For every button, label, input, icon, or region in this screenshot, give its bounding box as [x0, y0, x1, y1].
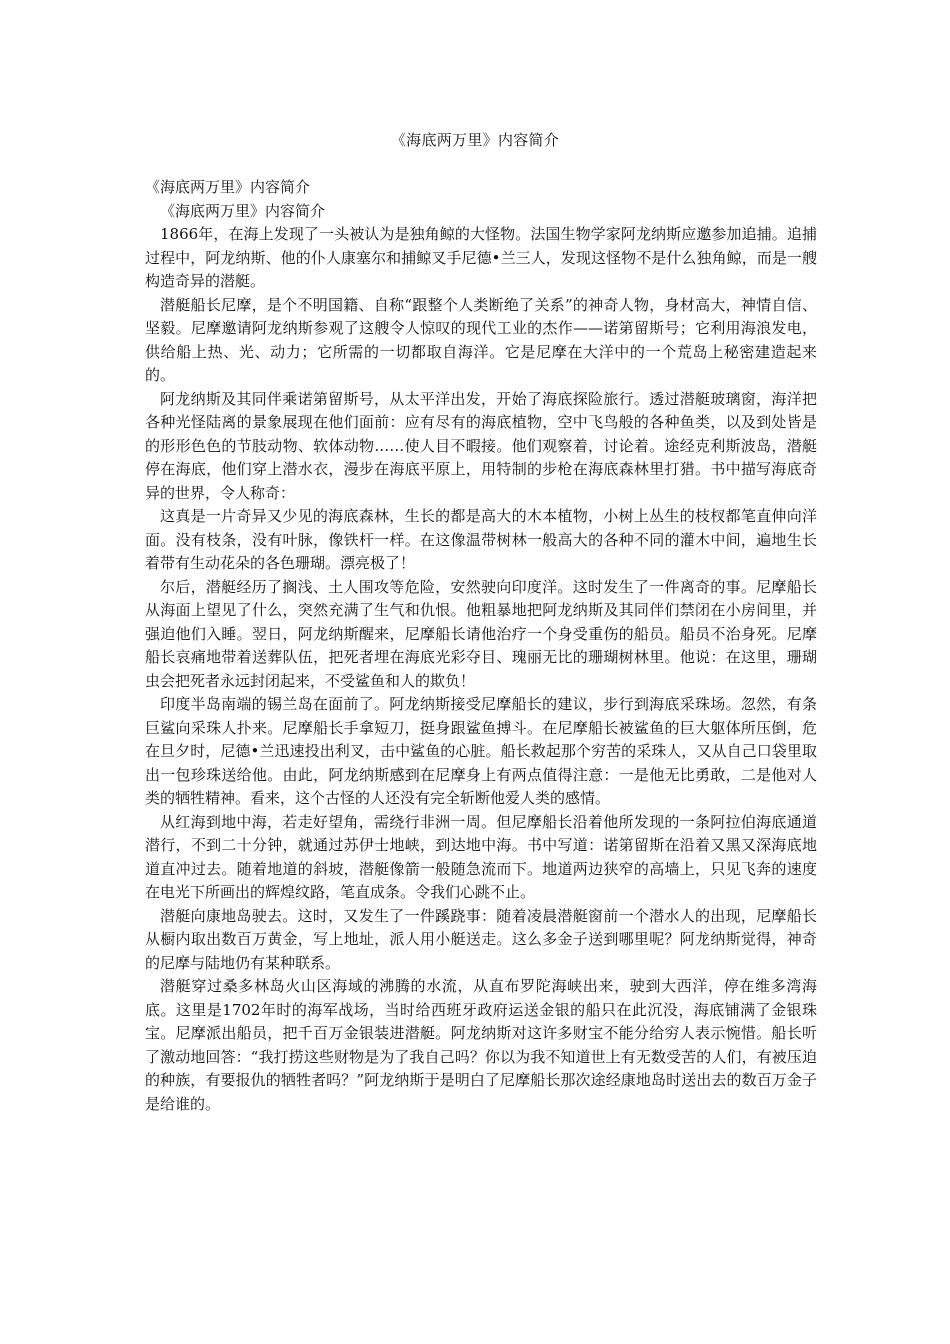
heading-repeat-1: 《海底两万里》内容简介: [145, 178, 311, 196]
paragraph: 1866年，在海上发现了一头被认为是独角鲸的大怪物。法国生物学家阿龙纳斯应邀参加追捕。追捕过程中，阿龙纳斯、他的仆人康塞尔和捕鲸叉手尼德•兰三人，发现这怪物不是什么独角鲸，而是一艘构造奇异的潜艇。: [145, 225, 817, 290]
paragraph: 潜艇船长尼摩，是个不明国籍、自称“跟整个人类断绝了关系”的神奇人物，身材高大，神情自信、坚毅。尼摩邀请阿龙纳斯参观了这艘令人惊叹的现代工业的杰作——诺第留斯号；它利用海浪发电，供给船上热、光、动力；它所需的一切都取自海洋。它是尼摩在大洋中的一个荒岛上秘密建造起来的。: [145, 295, 817, 384]
paragraph: 潜艇穿过桑多林岛火山区海域的沸腾的水流，从直布罗陀海峡出来，驶到大西洋，停在维多湾海底。这里是1702年时的海军战场，当时给西班牙政府运送金银的船只在此沉没，海底铺满了金银珠宝。尼摩派出船员，把千百万金银装进潜艇。阿龙纳斯对这许多财宝不能分给穷人表示惋惜。船长听了激动地回答：“我打捞这些财物是为了我自己吗？你以为我不知道世上有无数受苦的人们，有被压迫的种族，有要报仇的牺牲者吗？”阿龙纳斯于是明白了尼摩船长那次途经康地岛时送出去的数百万金子是给谁的。: [145, 977, 817, 1113]
document-title: 《海底两万里》内容简介: [390, 131, 560, 149]
paragraph: 印度半岛南端的锡兰岛在面前了。阿龙纳斯接受尼摩船长的建议，步行到海底采珠场。忽然，有条巨鲨向采珠人扑来。尼摩船长手拿短刀，挺身跟鲨鱼搏斗。在尼摩船长被鲨鱼的巨大躯体所压倒，危在旦夕时，尼德•兰迅速投出利叉，击中鲨鱼的心脏。船长救起那个穷苦的采珠人，又从自己口袋里取出一包珍珠送给他。由此，阿龙纳斯感到在尼摩身上有两点值得注意：一是他无比勇敢，二是他对人类的牺牲精神。看来，这个古怪的人还没有完全斩断他爱人类的感情。: [145, 695, 817, 807]
paragraph: 从红海到地中海，若走好望角，需绕行非洲一周。但尼摩船长沿着他所发现的一条阿拉伯海底通道潜行，不到二十分钟，就通过苏伊士地峡，到达地中海。书中写道：诺第留斯在沿着又黑又深海底地道直冲过去。随着地道的斜坡，潜艇像箭一般随急流而下。地道两边狭窄的高墙上，只见飞奔的速度在电光下所画出的辉煌纹路，笔直成条。令我们心跳不止。: [145, 812, 817, 901]
paragraph: 阿龙纳斯及其同伴乘诺第留斯号，从太平洋出发，开始了海底探险旅行。透过潜艇玻璃窗，海洋把各种光怪陆离的景象展现在他们面前：应有尽有的海底植物，空中飞鸟般的各种鱼类，以及到处皆是的形形色色的节肢动物、软体动物……使人目不暇接。他们观察着，讨论着。途经克利斯波岛，潜艇停在海底，他们穿上潜水衣，漫步在海底平原上，用特制的步枪在海底森林里打猎。书中描写海底奇异的世界，令人称奇：: [145, 389, 817, 502]
document-body: [145, 176, 817, 1116]
paragraph: 潜艇向康地岛驶去。这时，又发生了一件蹊跷事：随着凌晨潜艇窗前一个潜水人的出现，尼摩船长从橱内取出数百万黄金，写上地址，派人用小艇送走。这么多金子送到哪里呢？阿龙纳斯觉得，神奇的尼摩与陆地仍有某种联系。: [145, 906, 817, 972]
paragraph: 尔后，潜艇经历了搁浅、土人围攻等危险，安然驶向印度洋。这时发生了一件离奇的事。尼摩船长从海面上望见了什么，突然充满了生气和仇恨。他粗暴地把阿龙纳斯及其同伴们禁闭在小房间里，并强迫他们入睡。翌日，阿龙纳斯醒来，尼摩船长请他治疗一个身受重伤的船员。船员不治身死。尼摩船长哀痛地带着送葬队伍，把死者埋在海底光彩夺目、瑰丽无比的珊瑚树林里。他说：在这里，珊瑚虫会把死者永远封闭起来，不受鲨鱼和人的欺负！: [145, 577, 817, 690]
heading-repeat-2: 《海底两万里》内容简介: [160, 201, 326, 220]
paragraph: 这真是一片奇异又少见的海底森林，生长的都是高大的木本植物，小树上丛生的枝杈都笔直伸向洋面。没有枝条，没有叶脉，像铁杆一样。在这像温带树林一般高大的各种不同的灌木中间，遍地生长着带有生动花朵的各色珊瑚。漂亮极了！: [145, 507, 817, 572]
